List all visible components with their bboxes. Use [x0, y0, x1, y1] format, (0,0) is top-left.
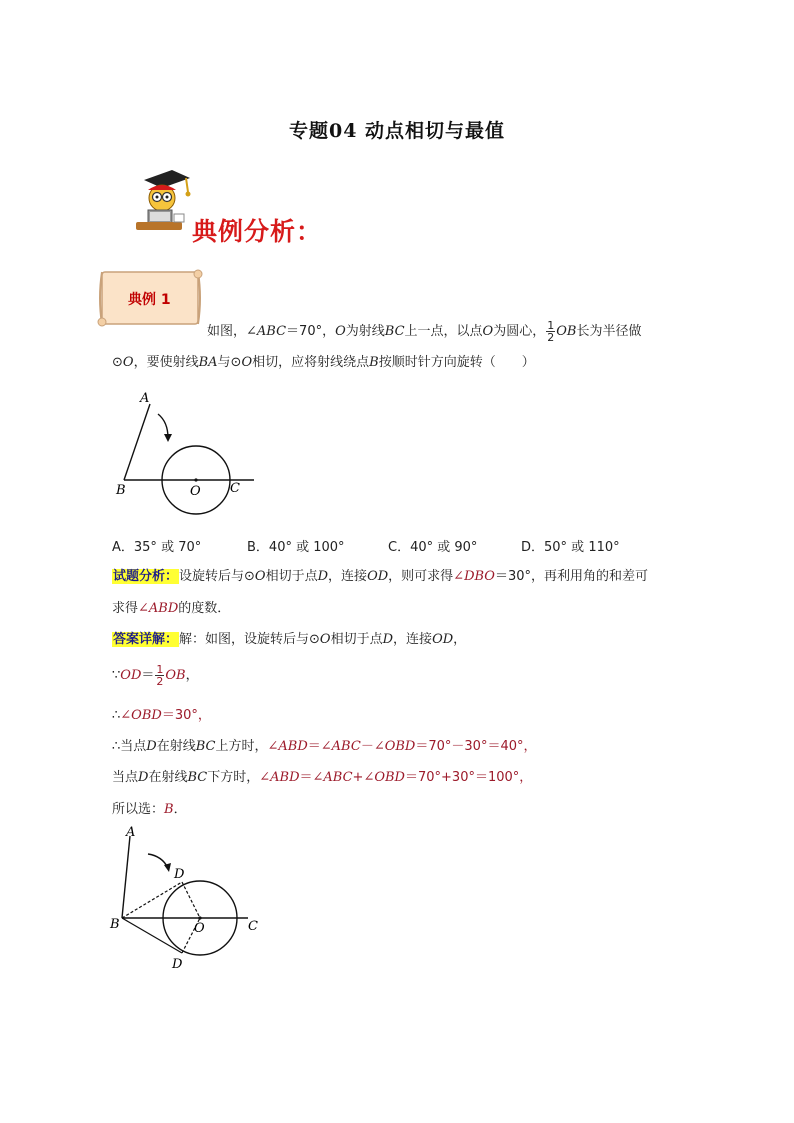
- fig2-label-b: B: [110, 917, 120, 932]
- solution-line-6: 所以选：B．: [112, 802, 187, 817]
- analysis-label: 试题分析：: [113, 569, 179, 584]
- fraction-half-2: $\frac{1}{2}$: [156, 663, 164, 688]
- fig1-label-b: B: [116, 483, 126, 498]
- solution-line-3: ∴∠OBD＝30°，: [112, 708, 211, 723]
- fig1-label-a: A: [140, 391, 150, 406]
- solution-line-1: 答案详解：解：如图，设旋转后与⊙O相切于点D，连接OD，: [113, 632, 467, 647]
- figure-2-diagram: [108, 822, 268, 972]
- fig2-label-d-upper: D: [174, 867, 185, 882]
- section-heading: 典例分析：: [192, 217, 323, 246]
- fig2-label-d-lower: D: [172, 957, 183, 972]
- fig2-label-a: A: [126, 825, 136, 840]
- question-line-2: ⊙O，要使射线BA与⊙O相切，应将射线绕点B按顺时针方向旋转（ ）: [112, 355, 535, 370]
- question-line-1: 如图，∠ABC＝70°，O为射线BC上一点，以点O为圆心， $\frac{1}{2}$ OB长为半径做: [207, 319, 642, 344]
- solution-line-2: ∵OD＝ $\frac{1}{2}$ OB，: [112, 663, 199, 688]
- choice-b: B．40° 或 100°: [247, 540, 345, 555]
- analysis-line-2: 求得∠ABD的度数．: [112, 601, 231, 616]
- mascot-icon: [134, 166, 194, 236]
- figure-1-diagram: [110, 386, 260, 516]
- choice-d: D．50° 或 110°: [521, 540, 620, 555]
- fig1-label-c: C: [230, 481, 240, 496]
- choice-a: A．35° 或 70°: [112, 540, 202, 555]
- fig2-label-o: O: [194, 921, 205, 936]
- page-title: 专题04 动点相切与最值: [288, 120, 506, 142]
- analysis-line-1: 试题分析：设旋转后与⊙O相切于点D，连接OD，则可求得∠DBO＝30°，再利用角的和差可: [113, 569, 648, 584]
- fraction-half: $\frac{1}{2}$: [547, 319, 555, 344]
- fig1-label-o: O: [190, 484, 201, 499]
- solution-line-4: ∴当点D在射线BC上方时，∠ABD＝∠ABC－∠OBD＝70°－30°＝40°，: [112, 739, 537, 754]
- solution-line-5: 当点D在射线BC下方时，∠ABD＝∠ABC+∠OBD＝70°+30°＝100°，: [112, 770, 533, 785]
- fig2-label-c: C: [248, 919, 258, 934]
- solution-label: 答案详解：: [113, 632, 179, 647]
- example-badge-label: 典例 1: [128, 292, 171, 308]
- choice-c: C．40° 或 90°: [388, 540, 478, 555]
